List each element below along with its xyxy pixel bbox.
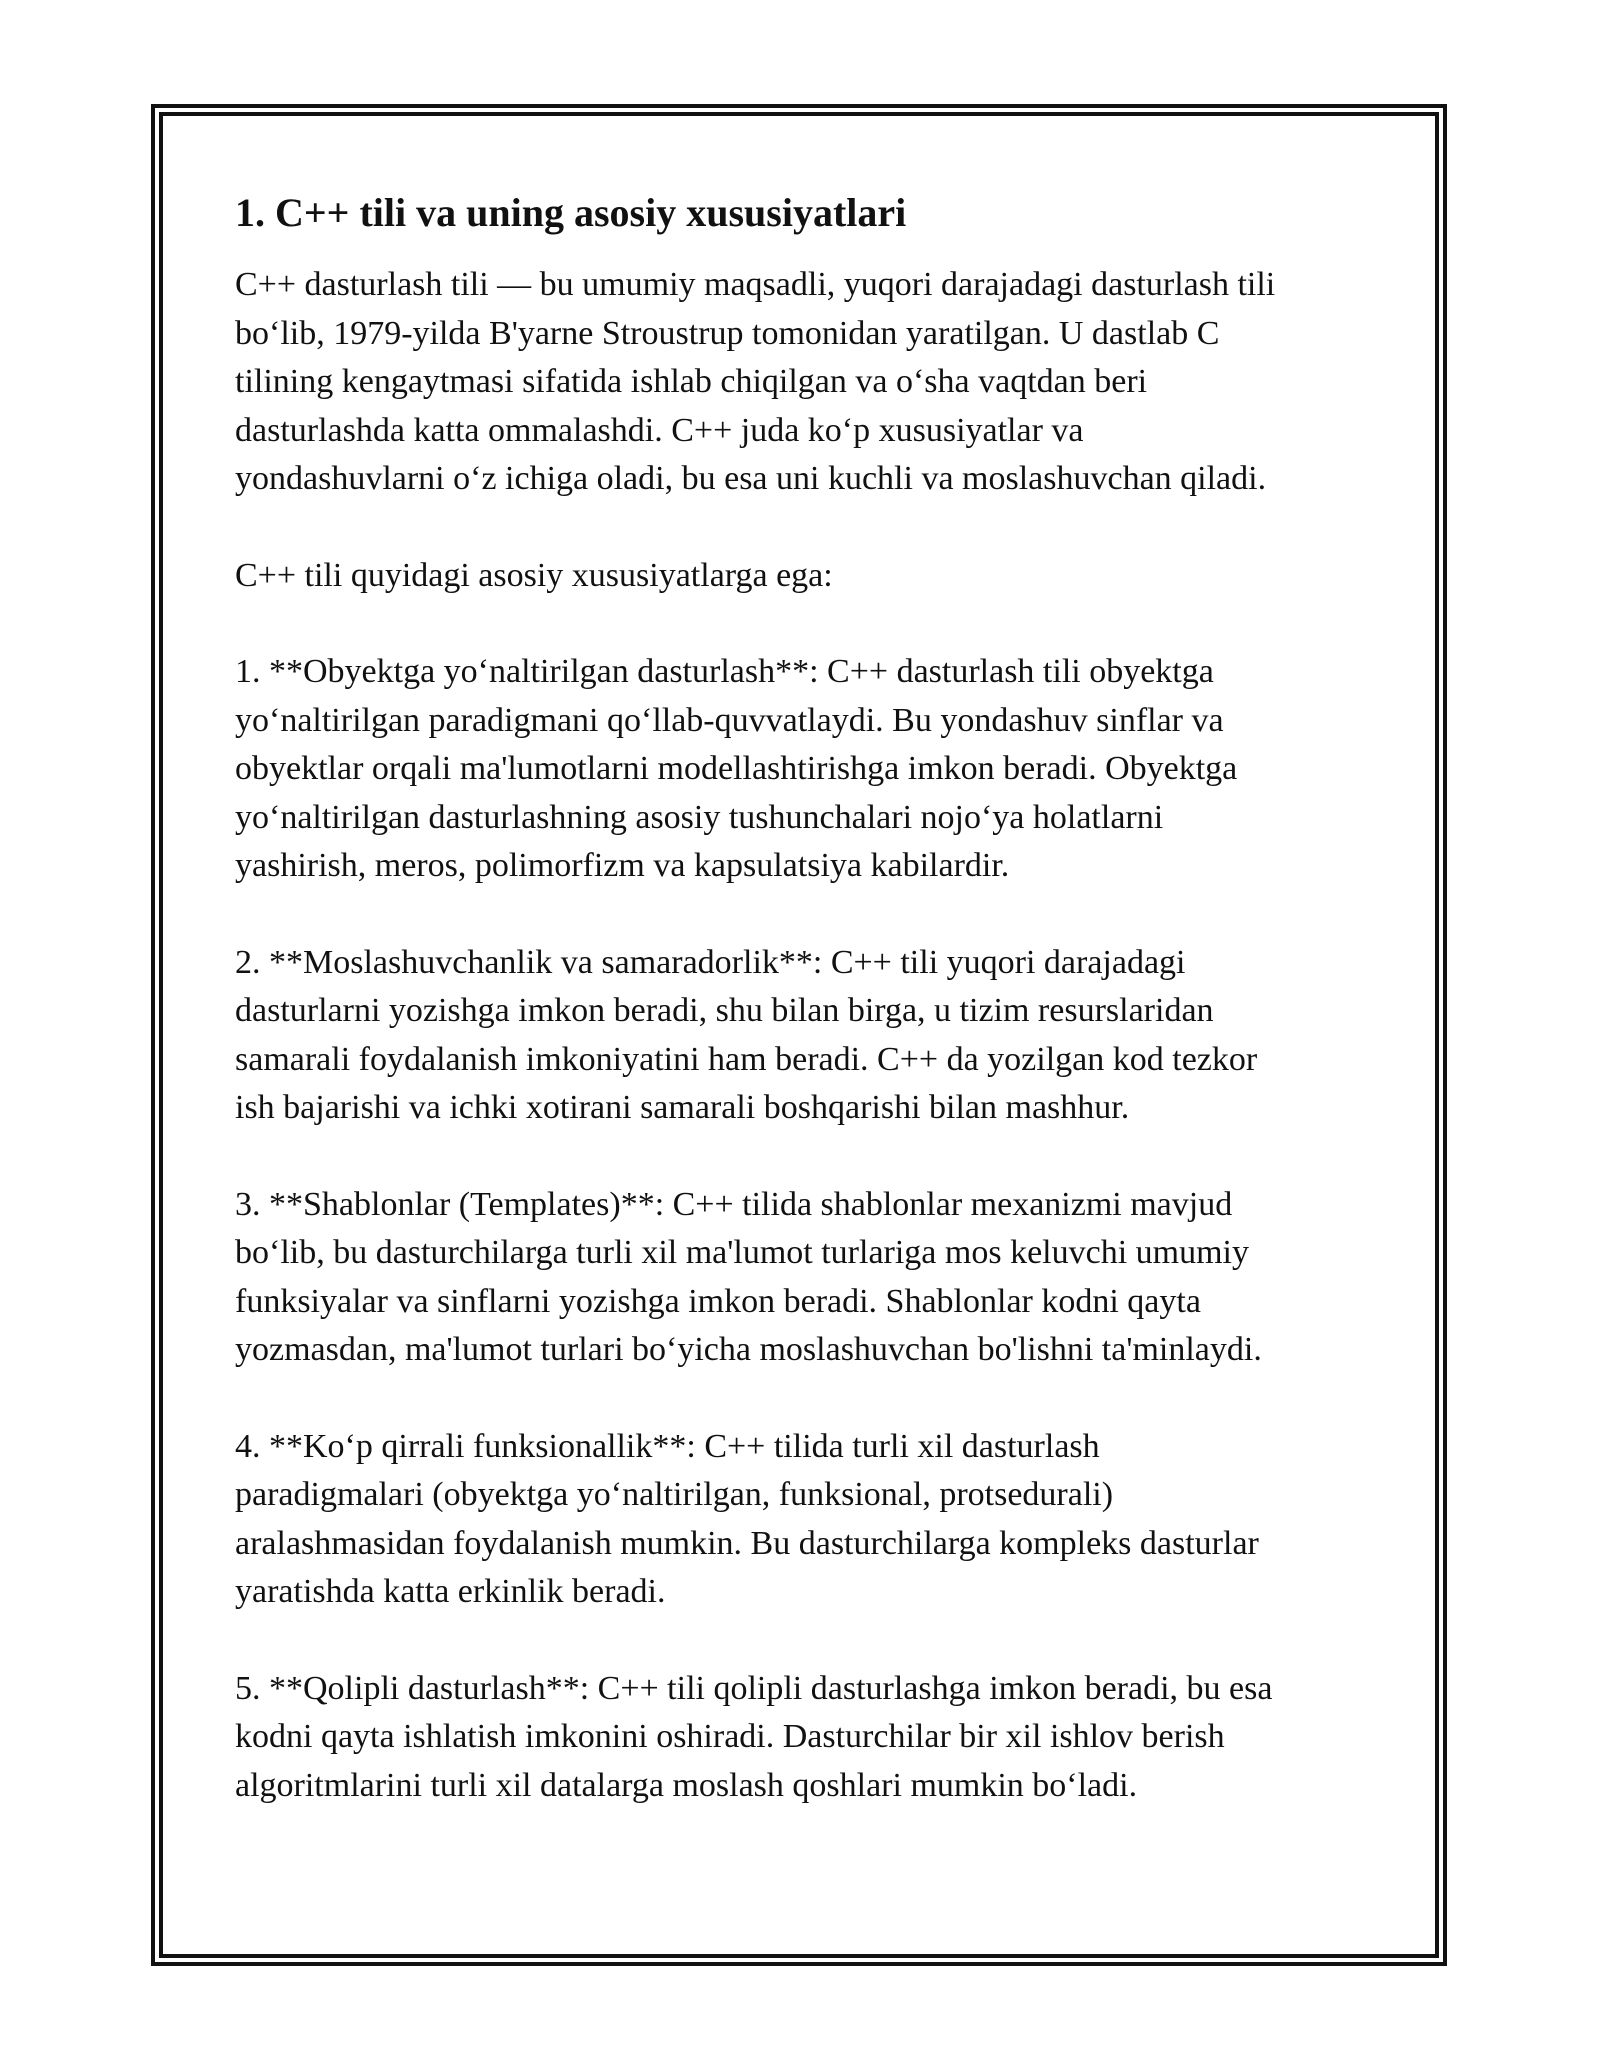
feature-item-3: 3. **Shablonlar (Templates)**: C++ tilida shablonlar mexanizmi mavjud bo‘lib, bu dasturchilarga turli xil ma'lumot turlariga mos keluvchi umumiy funksiyalar va sinflarni yozishga imkon beradi. Shablonlar kodni qayta yozmasdan, ma'lumot turlari bo‘yicha moslashuvchan bo'lishni ta'minlaydi. [235,1185,1262,1368]
feature-item-1: 1. **Obyektga yo‘naltirilgan dasturlash**: C++ dasturlash tili obyektga yo‘naltirilgan paradigmani qo‘llab-quvvatlaydi. Bu yondashuv sinflar va obyektlar orqali ma'lumotlarni modellashtirishga imkon beradi. Obyektga yo‘naltirilgan dasturlashning asosiy tushunchalari nojo‘ya holatlarni yashirish, meros, polimorfizm va kapsulatsiya kabilardir. [235,653,1238,884]
feature-item-2: 2. **Moslashuvchanlik va samaradorlik**: C++ tili yuqori darajadagi dasturlarni yozishga imkon beradi, shu bilan birga, u tizim resurslaridan samarali foydalanish imkoniyatini ham beradi. C++ da yozilgan kod tezkor ish bajarishi va ichki xotirani samarali boshqarishi bilan mashhur. [235,943,1258,1126]
intro-paragraph: C++ dasturlash tili — bu umumiy maqsadli, yuqori darajadagi dasturlash tili bo‘lib, 1979-yilda B'yarne Stroustrup tomonidan yaratilgan. U dastlab C tilining kengaytmasi sifatida ishlab chiqilgan va o‘sha vaqtdan beri dasturlashda katta ommalashdi. C++ juda ko‘p xususiyatlar va yondashuvlarni o‘z ichiga oladi, bu esa uni kuchli va moslashuvchan qiladi. [235,266,1276,497]
feature-item-4: 4. **Ko‘p qirrali funksionallik**: C++ tilida turli xil dasturlash paradigmalari (obyektga yo‘naltirilgan, funksional, protsedurali) aralashmasidan foydalanish mumkin. Bu dasturchilarga kompleks dasturlar yaratishda katta erkinlik beradi. [235,1427,1259,1610]
features-lead-paragraph: C++ tili quyidagi asosiy xususiyatlarga ega: [235,556,833,594]
document-title: 1. C++ tili va uning asosiy xususiyatlari [235,190,907,235]
feature-item-5: 5. **Qolipli dasturlash**: C++ tili qolipli dasturlashga imkon beradi, bu esa kodni qayta ishlatish imkonini oshiradi. Dasturchilar bir xil ishlov berish algoritmlarini turli xil datalarga moslash qoshlari mumkin bo‘ladi. [235,1669,1273,1804]
document-body [235,185,1375,1858]
